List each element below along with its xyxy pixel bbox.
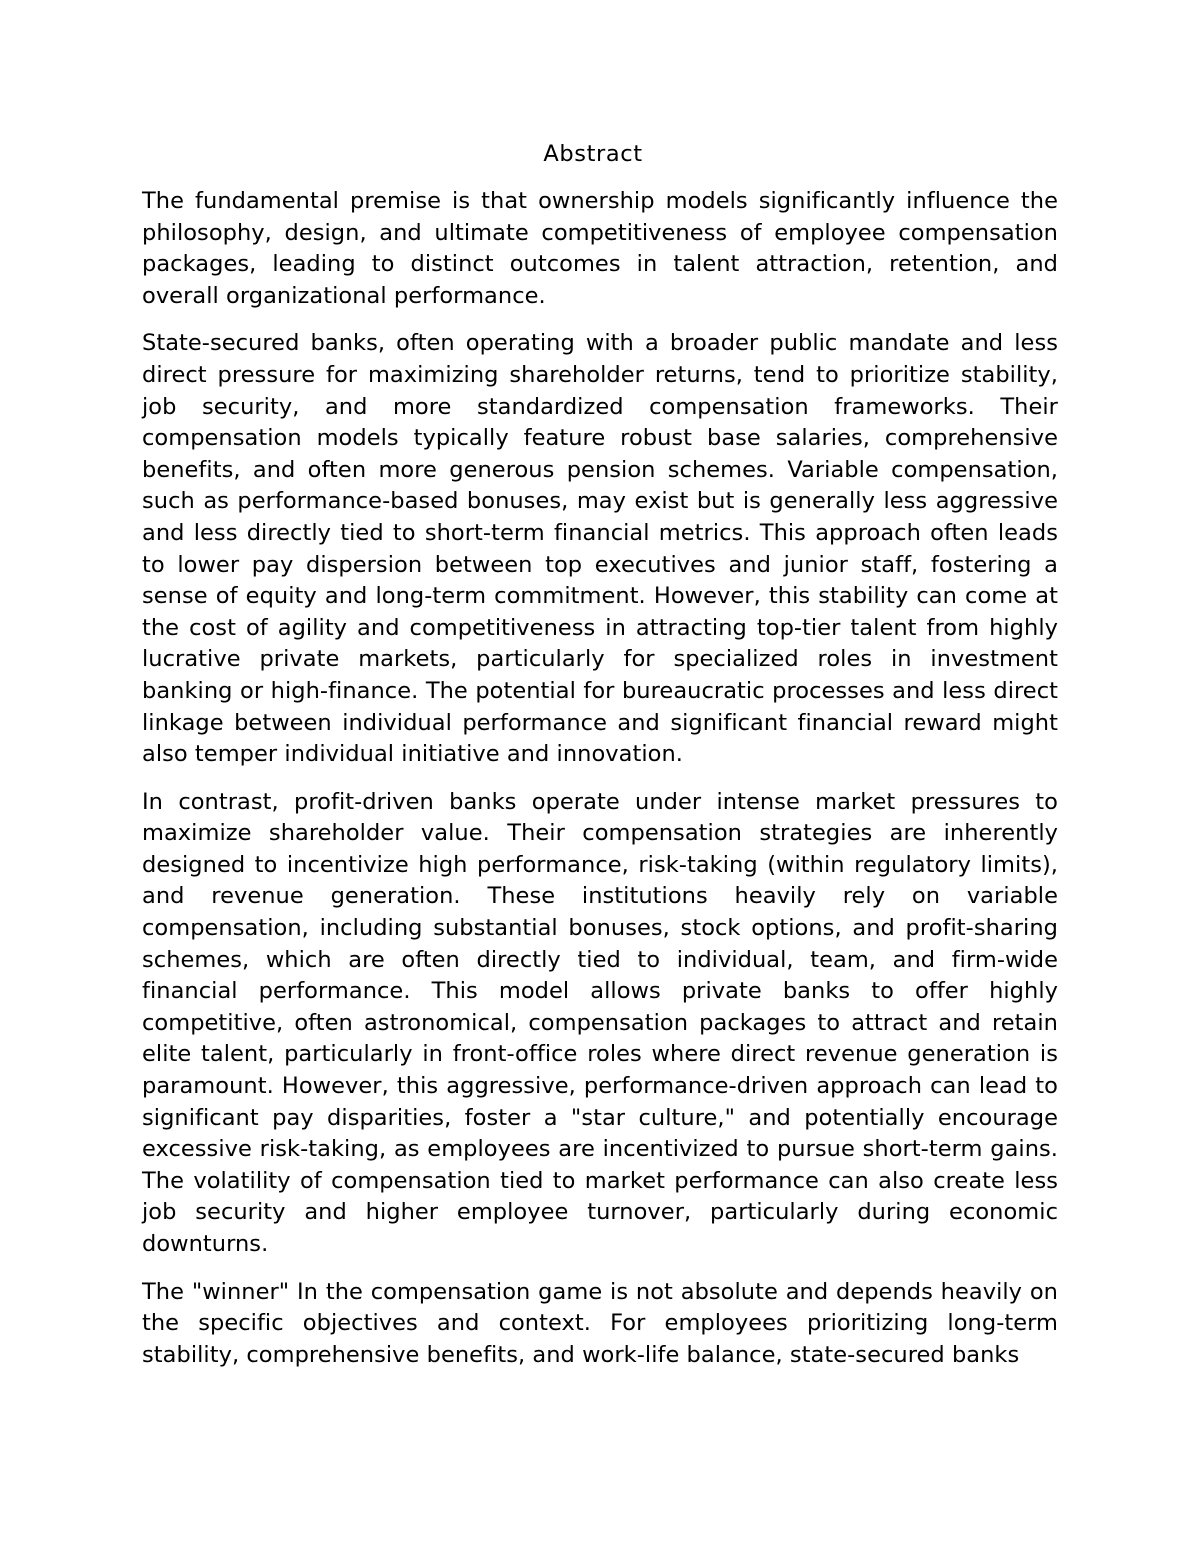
abstract-body: [142, 186, 1058, 1387]
paragraph-compensation-winner: The "winner" In the compensation game is not absolute and depends heavily on the specific objectives and context. For employees prioritizing long-term stability, comprehensive benefits, and work-life balance, state-secured banks: [142, 1278, 1058, 1368]
document-title: Abstract: [543, 141, 643, 167]
paragraph-ownership-premise: The fundamental premise is that ownership models significantly influence the philosophy, design, and ultimate competitiveness of employee compensation packages, leading to distinct outcomes in talent attraction, retention, and overall organizational performance.: [142, 188, 1058, 309]
paragraph-profit-driven-banks: In contrast, profit-driven banks operate under intense market pressures to maximize shareholder value. Their compensation strategies are inherently designed to incentivize high performance, risk-taking (within regulatory limits), and revenue generation. These institutions heavily rely on variable compensation, including substantial bonuses, stock options, and profit-sharing schemes, which are often directly tied to individual, team, and firm-wide financial performance. This model allows private banks to offer highly competitive, often astronomical, compensation packages to attract and retain elite talent, particularly in front-office roles where direct revenue generation is paramount. However, this aggressive, performance-driven approach can lead to significant pay disparities, foster a "star culture," and potentially encourage excessive risk-taking, as employees are incentivized to pursue short-term gains. The volatility of compensation tied to market performance can also create less job security and higher employee turnover, particularly during economic downturns.: [142, 788, 1058, 1257]
paragraph-state-secured-banks: State-secured banks, often operating with a broader public mandate and less direct pressure for maximizing shareholder returns, tend to prioritize stability, job security, and more standardized compensation frameworks. Their compensation models typically feature robust base salaries, comprehensive benefits, and often more generous pension schemes. Variable compensation, such as performance-based bonuses, may exist but is generally less aggressive and less directly tied to short-term financial metrics. This approach often leads to lower pay dispersion between top executives and junior staff, fostering a sense of equity and long-term commitment. However, this stability can come at the cost of agility and competitiveness in attracting top-tier talent from highly lucrative private markets, particularly for specialized roles in investment banking or high-finance. The potential for bureaucratic processes and less direct linkage between individual performance and significant financial reward might also temper individual initiative and innovation.: [142, 330, 1058, 768]
